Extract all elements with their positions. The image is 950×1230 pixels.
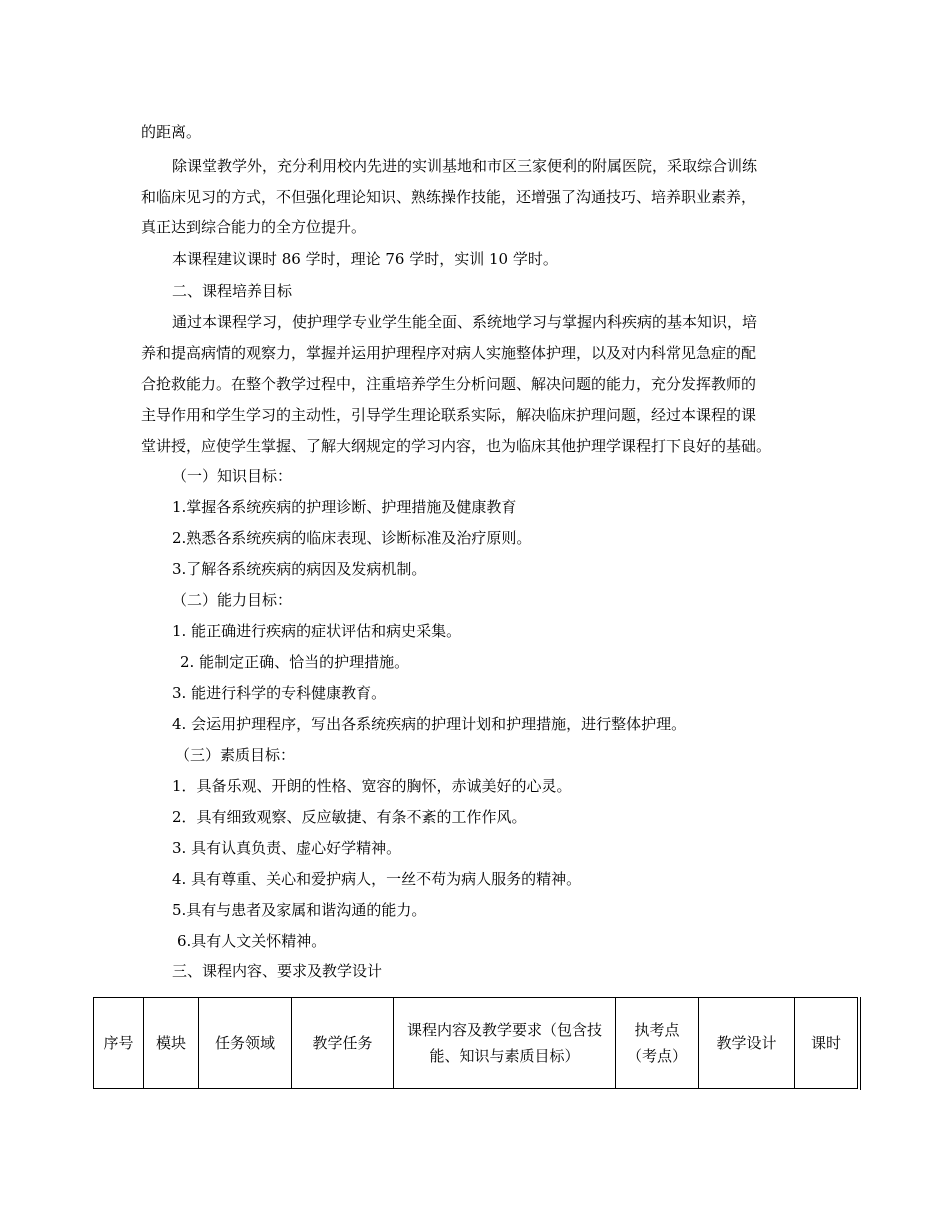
list-item: 1. 能正确进行疾病的症状评估和病史采集。 [172,622,462,640]
header-cell-exam-points: 执考点 （考点） [616,998,699,1089]
list-item: 5.具有与患者及家属和谐沟通的能力。 [172,901,427,919]
table-header-row [94,998,858,1089]
subsection-heading: （三）素质目标： [175,746,296,764]
header-cell-task-area: 任务领域 [199,998,292,1089]
paragraph-line: 合抢救能力。在整个教学过程中，注重培养学生分析问题、解决问题的能力，充分发挥教师的 [141,375,757,393]
list-item: 4. 具有尊重、关心和爱护病人，一丝不苟为病人服务的精神。 [172,870,582,888]
list-item: 3. 具有认真负责、虚心好学精神。 [172,839,402,857]
subsection-heading: （一）知识目标： [172,467,293,485]
header-cell-teaching-design: 教学设计 [699,998,795,1089]
list-item: 2．具有细致观察、反应敏捷、有条不紊的工作作风。 [172,808,527,826]
header-cell-teaching-task: 教学任务 [292,998,394,1089]
subsection-heading: （二）能力目标： [172,591,293,609]
paragraph-line: 通过本课程学习，使护理学专业学生能全面、系统地学习与掌握内科疾病的基本知识，培 [172,313,758,331]
list-item: 1.掌握各系统疾病的护理诊断、护理措施及健康教育 [172,498,517,516]
paragraph-line: 除课堂教学外，充分利用校内先进的实训基地和市区三家便利的附属医院，采取综合训练 [172,157,758,175]
header-cell-content-requirements: 课程内容及教学要求（包含技 能、知识与素质目标） [394,998,616,1089]
paragraph-line: 的距离。 [141,123,202,141]
list-item: 2. 能制定正确、恰当的护理措施。 [180,653,410,671]
paragraph-line: 本课程建议课时 86 学时，理论 76 学时，实训 10 学时。 [172,250,558,268]
paragraph-line: 堂讲授，应使学生掌握、了解大纲规定的学习内容，也为临床其他护理学课程打下良好的基础。 [141,437,772,455]
course-content-table [93,997,857,1089]
list-item: 3. 能进行科学的专科健康教育。 [172,684,387,702]
paragraph-line: 和临床见习的方式，不但强化理论知识、熟练操作技能，还增强了沟通技巧、培养职业素养， [141,188,757,206]
header-cell-index: 序号 [94,998,144,1089]
table-header [93,997,858,1089]
paragraph-line: 养和提高病情的观察力，掌握并运用护理程序对病人实施整体护理，以及对内科常见急症的配 [141,344,757,362]
list-item: 4. 会运用护理程序，写出各系统疾病的护理计划和护理措施，进行整体护理。 [172,715,687,733]
list-item: 3.了解各系统疾病的病因及发病机制。 [172,560,427,578]
header-cell-hours: 课时 [795,998,858,1089]
paragraph-line: 真正达到综合能力的全方位提升。 [141,218,367,236]
section-heading: 三、课程内容、要求及教学设计 [172,962,383,980]
section-heading: 二、课程培养目标 [172,282,293,300]
paragraph-line: 主导作用和学生学习的主动性，引导学生理论联系实际，解决临床护理问题，经过本课程的课 [141,406,757,424]
header-cell-module: 模块 [144,998,199,1089]
list-item: 2.熟悉各系统疾病的临床表现、诊断标准及治疗原则。 [172,529,532,547]
list-item: 6.具有人文关怀精神。 [177,932,327,950]
table-border-line [860,997,861,1090]
list-item: 1．具备乐观、开朗的性格、宽容的胸怀，赤诚美好的心灵。 [172,777,572,795]
